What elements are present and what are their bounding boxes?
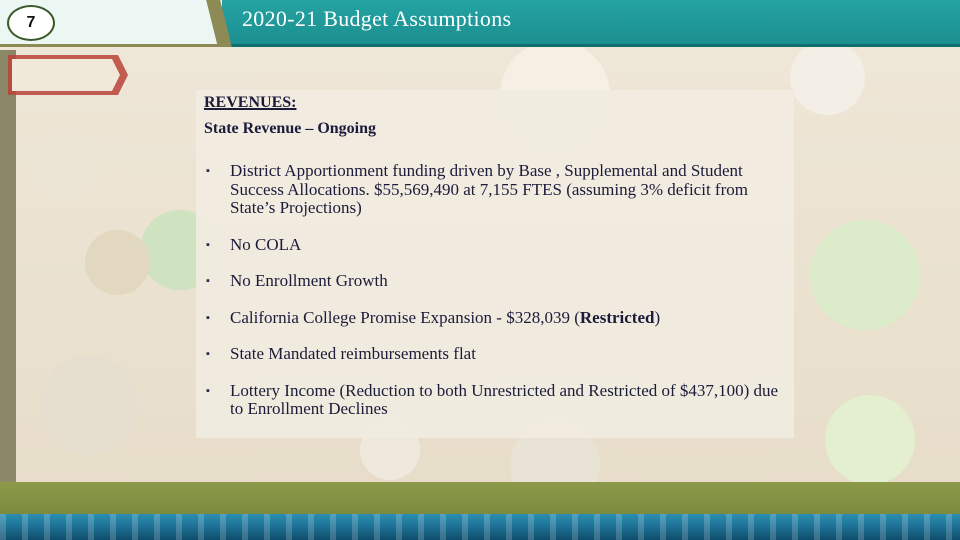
content-panel [196,90,794,438]
decor-circle [30,130,100,200]
slide-title: 2020-21 Budget Assumptions [242,6,512,31]
list-item [204,345,784,364]
left-accent-strip [0,50,16,482]
bullet-square-icon: ▪ [206,275,210,287]
decor-circle [85,230,150,295]
state-revenue-subheading: State Revenue – Ongoing [204,120,376,137]
list-item [204,272,784,291]
water-ripple-texture [0,514,960,540]
bullet-text: No Enrollment Growth [230,271,388,290]
bullet-text-bold: Restricted [579,307,655,327]
bottom-olive-band [0,482,960,514]
slide-number-badge: 7 [7,5,55,41]
decor-circle [790,40,865,115]
decorative-arrow-shape [8,55,128,95]
decor-circle [810,220,920,330]
title-bar [0,0,960,48]
bullet-square-icon: ▪ [206,311,210,324]
decor-circle [40,355,140,455]
bullet-square-icon: ▪ [206,238,210,251]
bullet-text-before: California College Promise Expansion - $328,039 ( [230,307,580,327]
list-item [204,382,784,419]
list-item [204,162,784,218]
bullet-text: District Apportionment funding driven by Base , Supplemental and Student Success Allocations. $55,569,490 at 7,155 FTES (assuming 3% deficit from State’s Projections) [230,161,748,217]
bullet-text-after: ) [654,307,661,327]
list-item [204,309,784,328]
bullet-square-icon: ▪ [206,384,210,397]
assumption-list [204,162,784,437]
bullet-text: Lottery Income (Reduction to both Unrestricted and Restricted of $437,100) due to Enrollment Declines [230,380,779,418]
revenues-heading: REVENUES: [204,94,297,111]
decor-circle [825,395,915,485]
list-item [204,236,784,255]
bullet-text: State Mandated reimbursements flat [230,344,476,363]
bullet-square-icon: ▪ [206,165,210,177]
bullet-text: No COLA [230,234,302,254]
bullet-square-icon: ▪ [206,348,210,360]
